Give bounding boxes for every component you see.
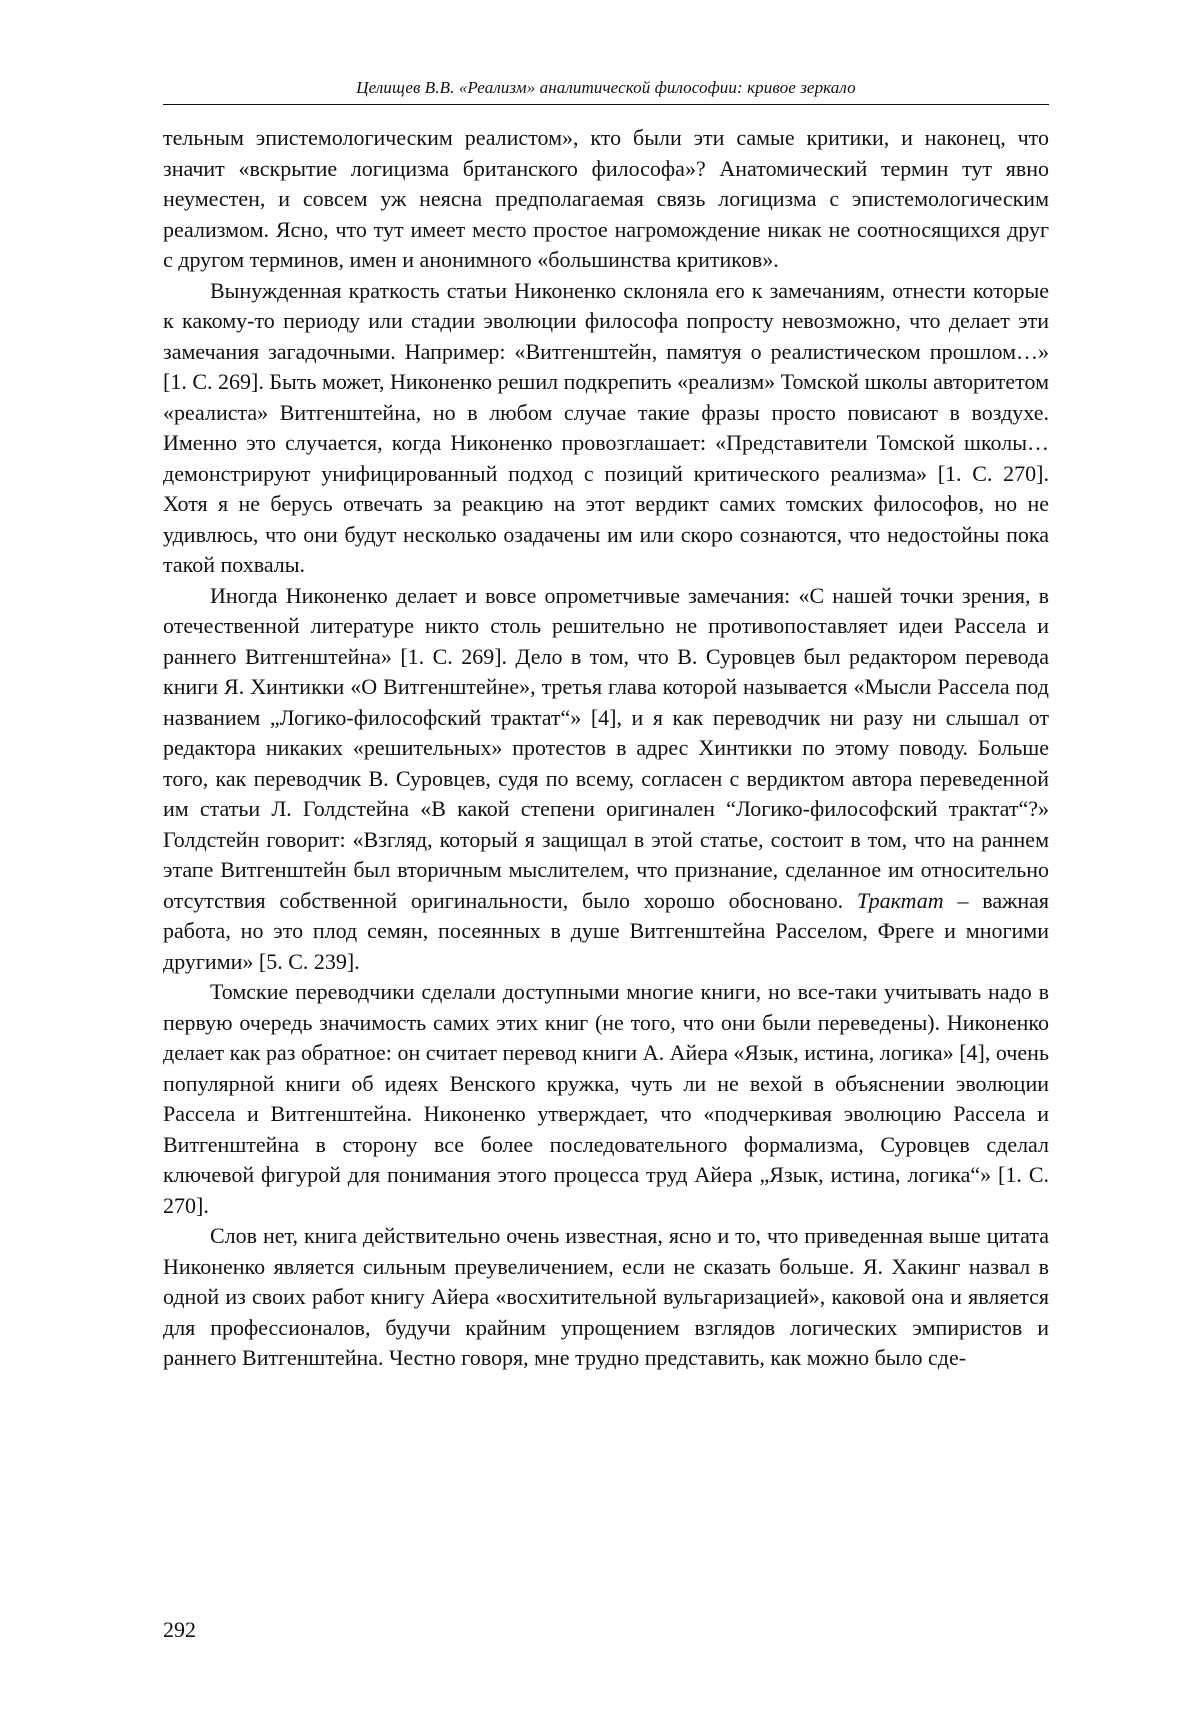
page	[163, 78, 1049, 1374]
paragraph-continued: тельным эпистемологическим реалистом», кто были эти самые критики, и наконец, что значит «вскрытие логицизма британского философа»? Анатомический термин тут явно неуместен, и совсем уж неясна предполагаемая связь логицизма с эпистемологическим реализмом. Ясно, что тут имеет место простое нагромождение никак не соотносящихся друг с другом терминов, имен и анонимного «большинства критиков».	[163, 125, 1049, 272]
article-body	[163, 123, 1049, 1374]
running-header: Целищев В.В. «Реализм» аналитической философии: кривое зеркало	[163, 78, 1049, 105]
paragraph	[163, 581, 1049, 978]
paragraph: Вынужденная краткость статьи Никоненко склоняла его к замечаниям, отнести которые к какому-то периоду или стадии эволюции философа попросту невозможно, что делает эти замечания загадочными. Например: «Витгенштейн, памятуя о реалистическом прошлом…» [1. С. 269]. Быть может, Никоненко решил подкрепить «реализм» Томской школы авторитетом «реалиста» Витгенштейна, но в любом случае такие фразы просто повисают в воздухе. Именно это случается, когда Никоненко провозглашает: «Представители Томской школы… демонстрируют унифицированный подход с позиций критического реализма» [1. С. 270]. Хотя я не берусь отвечать за реакцию на этот вердикт самих томских философов, но не удивлюсь, что они будут несколько озадачены им или скоро сознаются, что недостойны пока такой похвалы.	[163, 277, 1049, 577]
paragraph-text: Иногда Никоненко делает и вовсе опрометчивые замечания: «С нашей точки зрения, в отечественной литературе никто столь решительно не противопоставляет идеи Рассела и раннего Витгенштейна» [1. С. 269]. Дело в том, что В. Суровцев был редактором перевода книги Я. Хинтикки «О Витгенштейне», третья глава которой называется «Мысли Рассела под названием „Логико-философский трактат“» [4], и я как переводчик ни разу ни слышал от редактора никаких «решительных» протестов в адрес Хинтикки по этому поводу. Больше того, как переводчик В. Суровцев, судя по всему, согласен с вердиктом автора переведенной им статьи Л. Голдстейна «В какой степени оригинален “Логико-философский трактат“?» Голдстейн говорит: «Взгляд, который я защищал в этой статье, состоит в том, что на раннем этапе Витгенштейн был вторичным мыслителем, что признание, сделанное им относительно отсутствия собственной оригинальности, было хорошо обосновано.	[163, 582, 1049, 913]
paragraph: Томские переводчики сделали доступными многие книги, но все-таки учитывать надо в первую очередь значимость самих этих книг (не того, что они были переведены). Никоненко делает как раз обратное: он считает перевод книги А. Айера «Язык, истина, логика» [4], очень популярной книги об идеях Венского кружка, чуть ли не вехой в объяснении эволюции Рассела и Витгенштейна. Никоненко утверждает, что «подчеркивая эволюцию Рассела и Витгенштейна в сторону все более последовательного формализма, Суровцев сделал ключевой фигурой для понимания этого процесса труд Айера „Язык, истина, логика“» [1. С. 270].	[163, 979, 1049, 1218]
italic-title: Трактат	[856, 887, 944, 913]
paragraph-text: – важная работа, но это плод семян, посеянных в душе Витгенштейна Расселом, Фреге и многими другими» [5. С. 239].	[163, 887, 1049, 974]
paragraph: Слов нет, книга действительно очень известная, ясно и то, что приведенная выше цитата Никоненко является сильным преувеличением, если не сказать больше. Я. Хакинг назвал в одной из своих работ книгу Айера «восхитительной вульгаризацией», каковой она и является для профессионалов, будучи крайним упрощением взглядов логических эмпиристов и раннего Витгенштейна. Честно говоря, мне трудно представить, как можно было сде-	[163, 1223, 1049, 1370]
page-number: 292	[163, 1617, 196, 1642]
